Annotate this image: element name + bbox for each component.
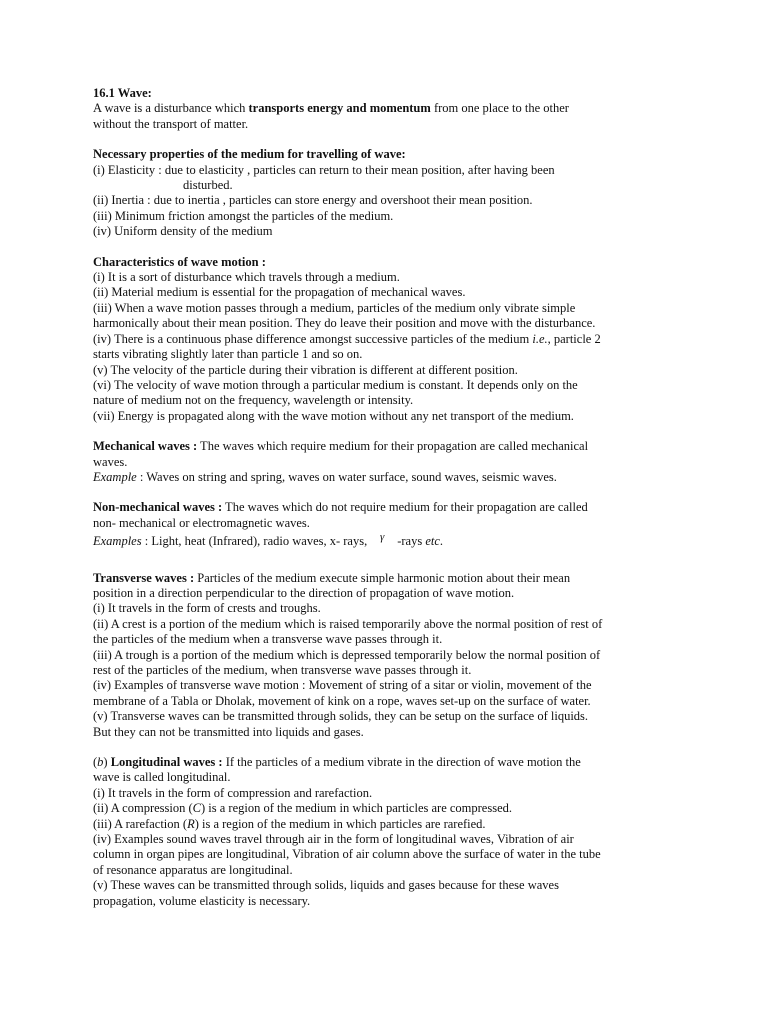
list-item: rest of the particles of the medium, when transverse wave passes through it. <box>93 663 472 677</box>
example-line: Examples : Light, heat (Infrared), radio waves, x- rays, γ -rays etc. <box>93 531 444 549</box>
gamma-symbol: γ <box>380 531 385 544</box>
list-item: (iii) A trough is a portion of the medium which is depressed temporarily below the normal position of <box>93 647 601 662</box>
list-item: (ii) A crest is a portion of the medium which is raised temporarily above the normal position of rest of <box>93 616 603 631</box>
paragraph-non-mechanical: Non-mechanical waves : The waves which do not require medium for their propagation are called <box>93 500 588 515</box>
list-item: (v) Transverse waves can be transmitted through solids, they can be setup on the surface of liquids. <box>93 709 589 724</box>
list-item: the particles of the medium when a transverse wave passes through it. <box>93 632 443 647</box>
list-item: nature of medium not on the frequency, wavelength or intensity. <box>93 393 414 408</box>
document-page <box>93 86 683 909</box>
list-item: (v) The velocity of the particle during their vibration is different at different position. <box>93 362 518 377</box>
list-item: (i) It is a sort of disturbance which travels through a medium. <box>93 270 400 285</box>
list-item: (ii) Inertia : due to inertia , particles can store energy and overshoot their mean position. <box>93 193 533 208</box>
list-item: (iii) Minimum friction amongst the particles of the medium. <box>93 208 394 223</box>
paragraph-line: A wave is a disturbance which transports energy and momentum from one place to the other <box>93 101 569 116</box>
list-item: (iv) Uniform density of the medium <box>93 224 273 239</box>
heading-necessary-properties: Necessary properties of the medium for travelling of wave: <box>93 147 406 162</box>
list-item: harmonically about their mean position. They do leave their position and move with the disturbance. <box>93 316 596 331</box>
paragraph-line: without the transport of matter. <box>93 116 249 131</box>
list-item: But they can not be transmitted into liquids and gases. <box>93 724 364 739</box>
list-item: (iii) When a wave motion passes through a medium, particles of the medium only vibrate simple <box>93 300 576 315</box>
list-item: starts vibrating slightly later than particle 1 and so on. <box>93 347 363 362</box>
list-item: (v) These waves can be transmitted through solids, liquids and gases because for these waves <box>93 878 559 893</box>
list-item: (i) Elasticity : due to elasticity , particles can return to their mean position, after having been <box>93 162 555 177</box>
list-item: (i) It travels in the form of crests and troughs. <box>93 601 321 616</box>
section-heading-wave: 16.1 Wave: <box>93 86 152 100</box>
paragraph-line: waves. <box>93 454 128 469</box>
paragraph-line: non- mechanical or electromagnetic waves. <box>93 515 310 530</box>
list-item: column in organ pipes are longitudinal, Vibration of air column above the surface of water in the tube <box>93 847 601 862</box>
list-item: (ii) Material medium is essential for the propagation of mechanical waves. <box>93 285 466 300</box>
paragraph-line: wave is called longitudinal. <box>93 770 231 785</box>
paragraph-mechanical: Mechanical waves : The waves which require medium for their propagation are called mechanical <box>93 439 589 454</box>
list-item: (ii) A compression (C) is a region of the medium in which particles are compressed. <box>93 801 512 816</box>
list-item: (iv) Examples sound waves travel through air in the form of longitudinal waves, Vibration of air <box>93 832 574 847</box>
list-item: of resonance apparatus are longitudinal. <box>93 862 293 877</box>
list-item: (i) It travels in the form of compression and rarefaction. <box>93 785 373 800</box>
heading-characteristics: Characteristics of wave motion : <box>93 254 266 269</box>
list-item: (iii) A rarefaction (R) is a region of the medium in which particles are rarefied. <box>93 816 486 831</box>
example-line: Example : Waves on string and spring, waves on water surface, sound waves, seismic waves. <box>93 469 557 484</box>
list-item: membrane of a Tabla or Dholak, movement of kink on a rope, waves set-up on the surface of water. <box>93 693 591 708</box>
list-item: (vi) The velocity of wave motion through a particular medium is constant. It depends only on the <box>93 377 578 392</box>
list-item: (iv) There is a continuous phase difference amongst successive particles of the medium i.e., particle 2 <box>93 331 601 346</box>
paragraph-longitudinal: (b) Longitudinal waves : If the particles of a medium vibrate in the direction of wave motion the <box>93 755 581 770</box>
list-item-continuation: disturbed. <box>183 178 233 193</box>
list-item: propagation, volume elasticity is necessary. <box>93 893 311 908</box>
paragraph-line: position in a direction perpendicular to the direction of propagation of wave motion. <box>93 585 515 600</box>
list-item: (vii) Energy is propagated along with the wave motion without any net transport of the medium. <box>93 408 574 423</box>
paragraph-transverse: Transverse waves : Particles of the medium execute simple harmonic motion about their mean <box>93 570 571 585</box>
list-item: (iv) Examples of transverse wave motion : Movement of string of a sitar or violin, movement of the <box>93 678 592 693</box>
